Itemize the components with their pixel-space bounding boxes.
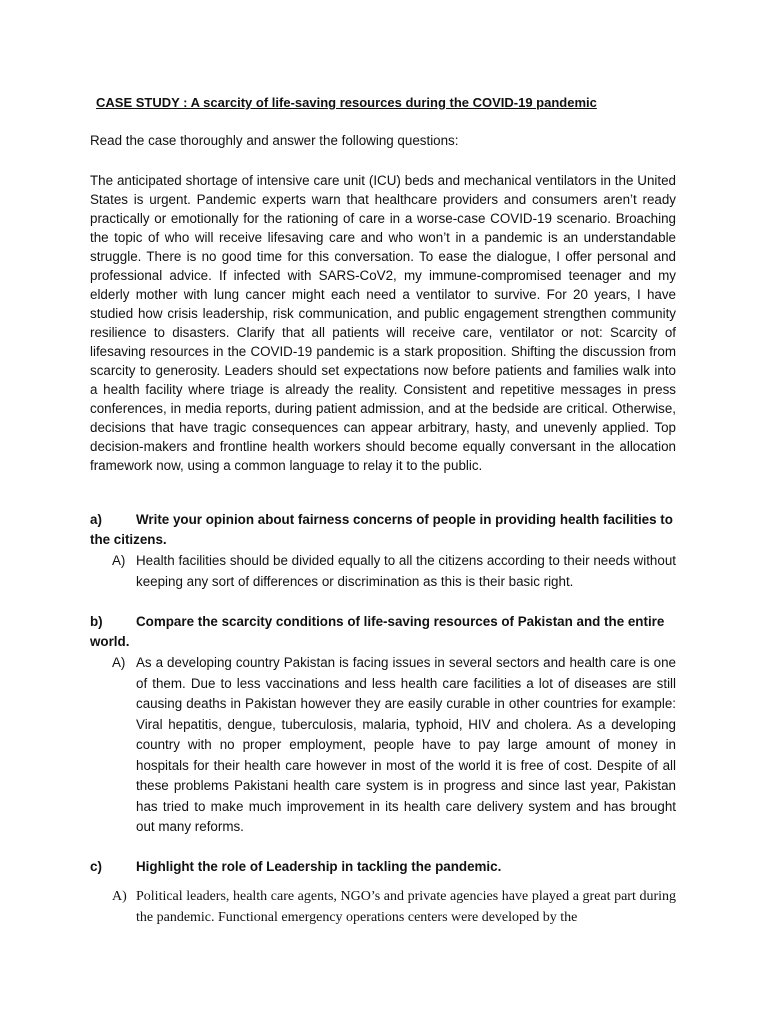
instructions: Read the case thoroughly and answer the following questions:: [90, 133, 459, 148]
answer-text: Health facilities should be divided equally to all the citizens according to their needs without keeping any sort of differences or discrimination as this is their basic right.: [136, 553, 676, 589]
question-a: [90, 510, 676, 550]
question-b: [90, 612, 676, 652]
question-letter: b): [90, 614, 103, 629]
answer-text: As a developing country Pakistan is facing issues in several sectors and health care is one of them. Due to less vaccinations and less health care facilities a lot of diseases are still causing deaths in Pakistan however they are easily curable in other countries for example: Viral hepatitis, dengue, tuberculosis, malaria, typhoid, HIV and cholera. As a developing country with no proper employment, people have to pay large amount of money in hospitals for their health care however in most of the world it is free of cost. Despite of all these problems Pakistani health care system is in progress and since last year, Pakistan has tried to make much improvement in its health care delivery system and has brought out many reforms.: [136, 655, 676, 834]
answer-label: A): [112, 655, 126, 670]
answer-label: A): [112, 889, 127, 904]
answer-text: Political leaders, health care agents, NGO’s and private agencies have played a great part during the pandemic. Functional emergency operations centers were developed by the: [136, 889, 676, 925]
question-c: [90, 857, 676, 877]
question-text: Compare the scarcity conditions of life-saving resources of Pakistan and the entire world.: [90, 614, 665, 649]
answer-c: [112, 887, 676, 928]
answer-a: [112, 551, 676, 592]
case-paragraph: The anticipated shortage of intensive care unit (ICU) beds and mechanical ventilators in the United States is urgent. Pandemic experts warn that healthcare providers and consumers aren’t ready practically or emotionally for the rationing of care in a worse-case COVID-19 scenario. Broaching the topic of who will receive lifesaving care and who won’t in a pandemic is an understandable struggle. There is no good time for this conversation. To ease the dialogue, I offer personal and professional advice. If infected with SARS-CoV2, my immune-compromised teenager and my elderly mother with lung cancer might each need a ventilator to survive. For 20 years, I have studied how crisis leadership, risk communication, and public engagement strengthen community resilience to disasters. Clarify that all patients will receive care, ventilator or not: Scarcity of lifesaving resources in the COVID-19 pandemic is a stark proposition. Shifting the discussion from scarcity to generosity. Leaders should set expectations now before patients and families walk into a health facility where triage is already the reality. Consistent and repetitive messages in press conferences, in media reports, during patient admission, and at the bedside are critical. Otherwise, decisions that have tragic consequences can appear arbitrary, hasty, and unevenly applied. Top decision-makers and frontline health workers should become equally conversant in the allocation framework now, using a common language to relay it to the public.: [90, 173, 676, 473]
question-text: Highlight the role of Leadership in tackling the pandemic.: [136, 859, 502, 874]
answer-label: A): [112, 553, 126, 568]
question-letter: a): [90, 512, 102, 527]
question-letter: c): [90, 859, 102, 874]
case-study-title: CASE STUDY : A scarcity of life-saving resources during the COVID-19 pandemic: [96, 95, 597, 110]
question-text: Write your opinion about fairness concerns of people in providing health facilities to the citizens.: [90, 512, 673, 547]
answer-b: [112, 653, 676, 838]
